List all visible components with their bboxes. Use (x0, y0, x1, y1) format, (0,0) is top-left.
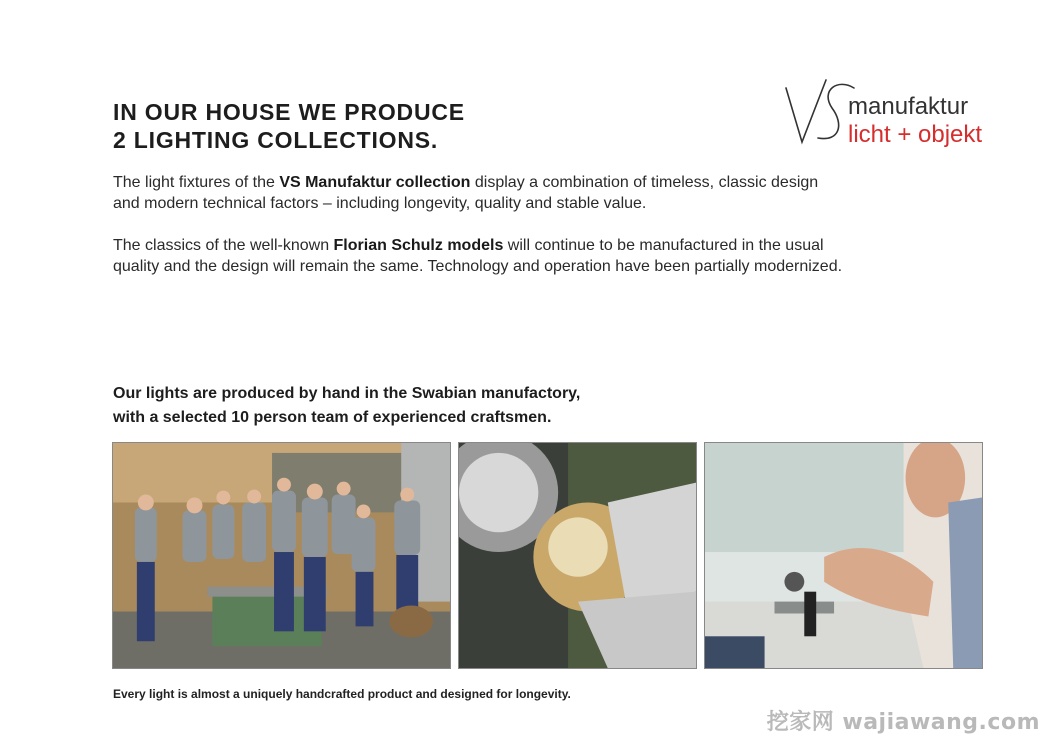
team-workshop-photo (112, 442, 451, 669)
paragraph-vs-collection (113, 172, 818, 214)
logo-line1: manufaktur (848, 93, 969, 120)
section-heading (113, 98, 465, 154)
p1-text-start: The light fixtures of the (113, 174, 280, 191)
soldering-photo (704, 442, 983, 669)
polishing-photo (458, 442, 697, 669)
site-watermark: 挖家网 wajiawang.com (766, 710, 1040, 735)
p1-bold-name: VS Manufaktur collection (279, 174, 471, 191)
logo-line2: licht + objekt (848, 121, 983, 148)
team-statement (113, 382, 580, 430)
brand-logo (780, 76, 985, 150)
p2-line2: quality and the design will remain the same. Technology and operation have been partially modernized. (113, 258, 843, 275)
paragraph-florian-schulz (113, 235, 842, 277)
p1-line2: and modern technical factors – including longevity, quality and stable value. (113, 195, 647, 212)
p2-bold-name: Florian Schulz models (333, 237, 504, 254)
vs-monogram (786, 80, 854, 142)
team-line-2: with a selected 10 person team of experienced craftsmen. (113, 409, 552, 426)
p1-text-rest: display a combination of timeless, classic design (470, 174, 819, 191)
heading-line-1: IN OUR HOUSE WE PRODUCE (113, 99, 465, 125)
heading-line-2: 2 LIGHTING COLLECTIONS. (113, 127, 439, 153)
photo-caption: Every light is almost a uniquely handcrafted product and designed for longevity. (113, 687, 571, 701)
p2-text-rest: will continue to be manufactured in the usual (503, 237, 824, 254)
team-line-1: Our lights are produced by hand in the Swabian manufactory, (113, 385, 581, 402)
p2-text-start: The classics of the well-known (113, 237, 334, 254)
